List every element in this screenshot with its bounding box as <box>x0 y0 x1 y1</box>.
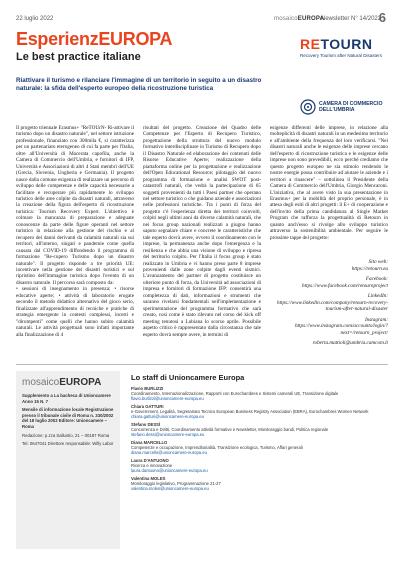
mosaico-imprint <box>22 393 116 450</box>
staff-email[interactable]: chiara.gatturi@unioncamere-europa.eu <box>131 414 204 419</box>
lead-paragraph: Riattivare il turismo e rilanciare l'immagine di un territorio in seguito a un disastro naturale: la sfida dell'esperto europeo della ricostruzione turistica <box>16 77 262 92</box>
staff-title: Lo staff di Unioncamere Europa <box>131 373 245 382</box>
retourn-wordmark <box>300 36 386 52</box>
retourn-t: T <box>320 36 330 52</box>
page-number: 6 <box>378 10 386 25</box>
link-label-website: Sito web: <box>368 259 388 265</box>
imprint-line: Mensile di informazione locale Registrazione presso il tribunale civile di Roma n. 330/2002 del 18 luglio 2002 Editore: Unioncamere – Roma <box>22 407 114 429</box>
staff-name: Diana MARCELLO <box>131 440 168 445</box>
imprint-line: Supplemento a La bacheca di Unioncamere Anno 15 N. 7 <box>22 393 111 404</box>
project-links <box>270 255 388 347</box>
imprint-line: Tel. 0647041 Direttore responsabile: Willy Labor <box>22 441 114 447</box>
staff-role: Competenze e occupazione, Imprenditorialità, Transizione ecologica, Turismo, Affari generali <box>131 445 303 450</box>
staff-email[interactable]: stefano.dessi@unioncamere-europa.eu <box>131 432 205 437</box>
staff-role: e-Government, Legalità, Segretariato Tecnico European Business Registry Association (EBRA), Eurochambres Women Network <box>131 409 369 414</box>
masthead-prefix: mosaico <box>274 16 298 22</box>
staff-role: Ricerca e innovazione <box>131 463 173 468</box>
masthead <box>274 16 324 22</box>
staff-role: Concorrenza e Diritti, Coordinamento attività formative e Newsletter, Monitoraggio bandi, Politica regionale <box>131 427 329 432</box>
link-label-instagram: Instagram: <box>364 316 388 323</box>
mosaico-logo <box>22 377 101 388</box>
link-linkedin[interactable]: https://www.linkedin.com/company/retourn-recovery-tourism-after-natural-disaster <box>276 299 388 312</box>
staff-member <box>131 458 388 473</box>
column-1-text: Il progetto triennale Erasmus+ "ReTOUrN- Ri-attivare il turismo dopo un disastro naturale", nel settore istruzione professionale, finanziato con 300mila €, si caratterizza per un partenariato eterogeneo di cui fa parte per l'Italia, oltre all'Università di Macerata capofila, anche la Camera di Commercio dell'Umbria, e fornitori di IFP, Università e Associazioni di altri 4 Stati membri dell'UE (Grecia, Slovenia, Ungheria e Germania). Il progetto nasce dalla comune esigenza di realizzare un percorso di sviluppo delle competenze e delle capacità necessarie a facilitare e recuperare più rapidamente lo sviluppo turistico delle aree colpite da disastri naturali, attraverso la creazione della figura dell'esperto di ricostruzione turistica: Tourism Recovery Expert. L'obiettivo è colmare la mancanza di preparazione e adeguate conoscenze da parte delle figure operanti nel settore turistico in relazione alla gestione del rischio e al recupero dei danni derivanti da calamità naturali sia sui territori, all'interno, singari e pandemie come quella causata dal COVID-19 diffondendo il programma di formazione "Re-cupero Turismo dopo un disastro naturale". Il progetto risponde a tre priorità UE: incentivare nella gestione dei disastri turistici e sul ripristino dell'immagine turistica dopo l'evento di un disastro naturale. Il percorso sarà composto da: <box>16 125 134 286</box>
section-subtitle: Le best practice italiane <box>16 51 141 63</box>
staff-name: Valentina MOLES <box>131 476 166 481</box>
link-label-facebook: Facebook: <box>365 276 388 282</box>
article-column-1 <box>16 125 134 347</box>
staff-email[interactable]: valentina.moles@unioncamere-europa.eu <box>131 486 209 491</box>
staff-role: Monitoraggio legislativo, Programmazione 21-27 <box>131 481 221 486</box>
link-website[interactable]: https://retourn.eu <box>351 265 388 272</box>
staff-role: Coordinamento, Internazionalizzazione, Rapporti con Eurochambres e Sistemi camerali UE, Transizione digitale <box>131 391 339 396</box>
retourn-tagline: Recovery Tourism after Natural Disasters <box>300 53 382 58</box>
staff-member <box>131 440 388 455</box>
retourn-re: RE <box>300 36 321 52</box>
newsletter-number: Newsletter N° 14/2022 <box>321 16 382 22</box>
link-instagram[interactable]: https://www.instagram.com/accounts/login/?next=/retourn_project/ <box>295 323 388 336</box>
staff-name: Chiara GATTURI <box>131 404 164 409</box>
link-label-linkedin: LinkedIn: <box>367 293 388 299</box>
staff-name: Laura D'ANTUONO <box>131 458 169 463</box>
camera-commercio-logo <box>300 98 390 120</box>
mosaico-bold: EUROPA <box>59 377 102 388</box>
link-facebook[interactable]: https://www.facebook.com/retournproject <box>302 282 388 289</box>
issue-date: 22 luglio 2022 <box>16 16 54 22</box>
camera-commercio-icon <box>300 99 316 115</box>
staff-name: Stefano DESSÌ <box>131 422 161 427</box>
staff-member <box>131 422 388 437</box>
mosaico-prefix: mosaico <box>22 377 60 388</box>
section-title: EsperienzEUROPA <box>16 29 173 49</box>
column-3-text: esigenze differenti delle imprese, in relazione alla molteplicità di disastri naturali in un medesimo territorio e all'ambiente della frequenza del loro verificarsi. "Nei disastri naturali anche le esigenze delle imprese cercano dell'esperto di ricostruzione turistica e le esigenze delle imprese non sono prevedibili, ecco perché crediamo che questo progetto europeo ne sia stimolo rendendo le nostre energie possa contribuire ad aiutare le aziende e i territori a rinascere" – sottolinea il Presidente della Camera di Commercio dell'Umbria, Giorgio Mencaroni. L'iniziativa, che al avere visto la sua presentazione in Erasmus+ per la mobilità del proprio personale, è in attesa degli esiti di altri progetti: il E+ di cooperazione e dell'invito della prima candidatura al Single Market Program che rafforza la progettualità di Retourn in quanto anch'esso si rivolge allo sviluppo turistico attraverso la sostenibilità ambientale. Per seguire le prossime tappe del progetto: <box>270 125 388 241</box>
staff-email[interactable]: diana.marcello@unioncamere-europa.eu <box>131 450 207 455</box>
column-1-list: • sessioni di insegnamento in presenza; • risorse educative aperte; • attività di laboratorio erogate secondo il metodo didattico alternativo del gioco serio, finalizzate all'apprendimento di tecniche e pratiche di strategia emergente in contesti complessi, incerti e "dirompenti" come quelli che hanno subito calamità naturali. Le attività progettuali sono infatti importante alla finalizzazione di 4 <box>16 286 134 338</box>
retourn-rest: OURN <box>329 36 373 52</box>
staff-member <box>131 386 388 401</box>
column-2-text: risultati del progetto. Creazione del Quadro delle Competenze per l'Esperto di Recupero Turistico, progettazione della struttura del nuovo modulo formativo interdisciplinare in Turismo di Recupero dopo il Disastro Naturale ed elaborazione dei contenuti delle Risorse Educative Aperte; realizzazione della piattaforma online per la progettazione e realizzazione dell'Open Educational Resource; pilotaggio del nuovo programma di formazione e analisi SWOT post-catastrofi naturali, che vedrà la partecipazione di 65 soggetti provenienti da tutti i Paesi partner che operano nel settore turistico o che guidano aziende e associazioni nelle professioni turistiche. Tra i punti di forza del progetto c'è l'esperienza diretta dei territori coinvolti, colpiti negli ultimi anni da diverse calamità naturali, che nei focus group nazionali realizzati a giugno hanno saputo segnalare chiare e concrete le caratteristiche che tale esperto dovrà avere, ovvero il coordinamento con le imprese, la permanenza anche dopo l'emergenza e la resilienza e che abbia una visione di sviluppo e ripresa del territorio colpito. Per l'Italia il focus group è stato realizzato in Umbria e vi hanno preso parte 8 imprese provenienti dalle zone colpite dagli eventi sismici. L'avanzamento del partner di progetto costituisce un ulteriore punto di forza, da Università ad associazioni di impresa e fornitori di formazione IFP: consentirà una completezza di dati, informazioni e strumenti che saranno rivelarsi fondamentali nell'implementazione e sperimentazione del programma formativo che sarà creato, così come è stato rilevato nel corso del kick off meeting tenutosi a Lubiana lo scorso aprile. Possibile aspetto critico è rappresentato dalla circostanza che tale esperto dovrà sempre avere, in termini di <box>143 125 261 338</box>
staff-name: Flavio BURLIZZI <box>131 386 164 391</box>
camera-commercio-name: CAMERA DI COMMERCIO DELL'UMBRIA <box>319 101 383 113</box>
staff-email[interactable]: laura.dantuono@unioncamere-europa.eu <box>131 468 208 473</box>
page-header <box>16 10 386 26</box>
staff-member <box>131 476 388 491</box>
link-email[interactable]: roberta.mattioli@umbria.camcom.it <box>312 340 388 346</box>
staff-member <box>131 404 388 419</box>
masthead-bold: EUROPA <box>297 16 325 22</box>
article-column-2 <box>143 125 261 347</box>
article-column-3 <box>270 125 388 253</box>
staff-section <box>131 373 388 494</box>
mosaico-info-box <box>16 371 120 549</box>
footer-divider <box>16 364 388 365</box>
imprint-line: Redazione: p.zza Sallustio, 21 – 00187 Roma <box>22 432 110 438</box>
staff-email[interactable]: flavio.burlizzi@unioncamere-europa.eu <box>131 396 204 401</box>
retourn-logo <box>300 36 386 84</box>
